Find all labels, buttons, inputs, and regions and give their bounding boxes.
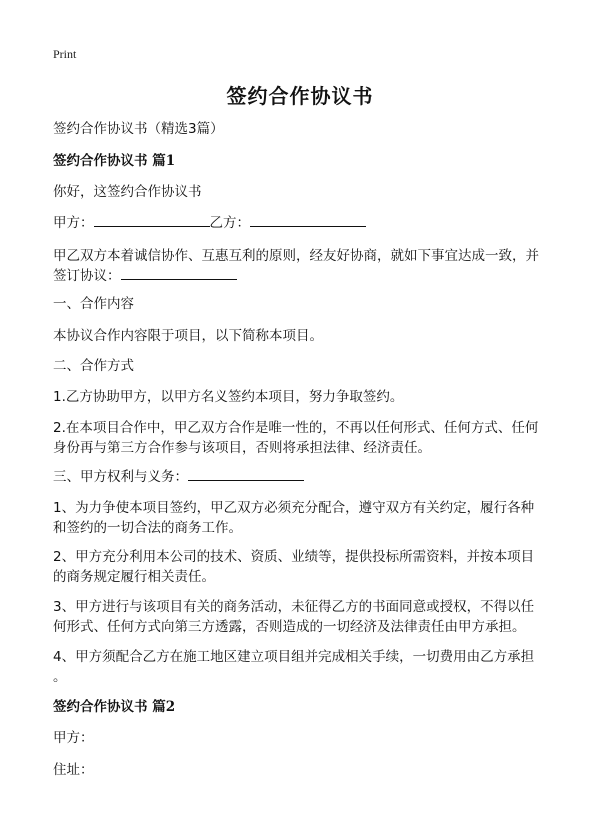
party-a-label: 甲方：	[53, 215, 94, 231]
clause-2-1: 1.乙方协助甲方，以甲方名义签约本项目，努力争取签约。	[53, 389, 404, 405]
party-b-label: 乙方：	[209, 215, 250, 231]
section2-party-a: 甲方：	[53, 730, 94, 746]
section-title-1: 一、合作内容	[53, 296, 134, 312]
clause-3-2-line-1: 2、甲方充分利用本公司的技术、资质、业绩等，提供投标所需资料，并按本项目	[53, 549, 535, 565]
clause-3-4-line-2: 。	[53, 669, 67, 685]
intro-line-2-wrapper	[53, 265, 553, 287]
section2-heading: 签约合作协议书 篇2	[53, 699, 176, 715]
greeting-text: 你好，这签约合作协议书	[53, 184, 202, 200]
doc-subtitle: 签约合作协议书（精选3篇）	[53, 121, 224, 137]
clause-3-3-line-1: 3、甲方进行与该项目有关的商务活动，未征得乙方的书面同意或授权，不得以任	[53, 599, 535, 615]
party-a-blank	[94, 212, 210, 227]
party-b-blank	[250, 212, 366, 227]
section-3-blank	[188, 466, 304, 481]
page-title: 签约合作协议书	[226, 84, 374, 108]
clause-2-2-line-1: 2.在本项目合作中，甲乙双方合作是唯一性的，不再以任何形式、任何方式、任何	[53, 420, 539, 436]
section-title-3-wrapper	[53, 466, 553, 488]
section-text-1: 本协议合作内容限于项目，以下简称本项目。	[53, 328, 323, 344]
section-title-2: 二、合作方式	[53, 358, 134, 374]
section-title-3: 三、甲方权利与义务：	[53, 469, 188, 485]
section2-address: 住址：	[53, 762, 94, 778]
clause-3-1-line-1: 1、为力争使本项目签约，甲乙双方必须充分配合，遵守双方有关约定，履行各种	[53, 500, 535, 516]
clause-3-1-line-2: 和签约的一切合法的商务工作。	[53, 520, 242, 536]
clause-3-3-line-2: 何形式、任何方式向第三方透露，否则造成的一切经济及法律责任由甲方承担。	[53, 619, 526, 635]
parties-line	[53, 212, 553, 234]
clause-2-2-line-2: 身份再与第三方合作参与该项目，否则将承担法律、经济责任。	[53, 440, 431, 456]
intro-line-2: 签订协议：	[53, 268, 121, 284]
print-link[interactable]: Print	[53, 47, 77, 61]
clause-3-4-line-1: 4、甲方须配合乙方在施工地区建立项目组并完成相关手续，一切费用由乙方承担	[53, 649, 535, 665]
intro-line-1: 甲乙双方本着诚信协作、互惠互利的原则，经友好协商，就如下事宜达成一致，并	[53, 248, 539, 264]
section1-heading: 签约合作协议书 篇1	[53, 153, 176, 169]
sign-blank	[121, 265, 237, 280]
clause-3-2-line-2: 的商务规定履行相关责任。	[53, 569, 215, 585]
